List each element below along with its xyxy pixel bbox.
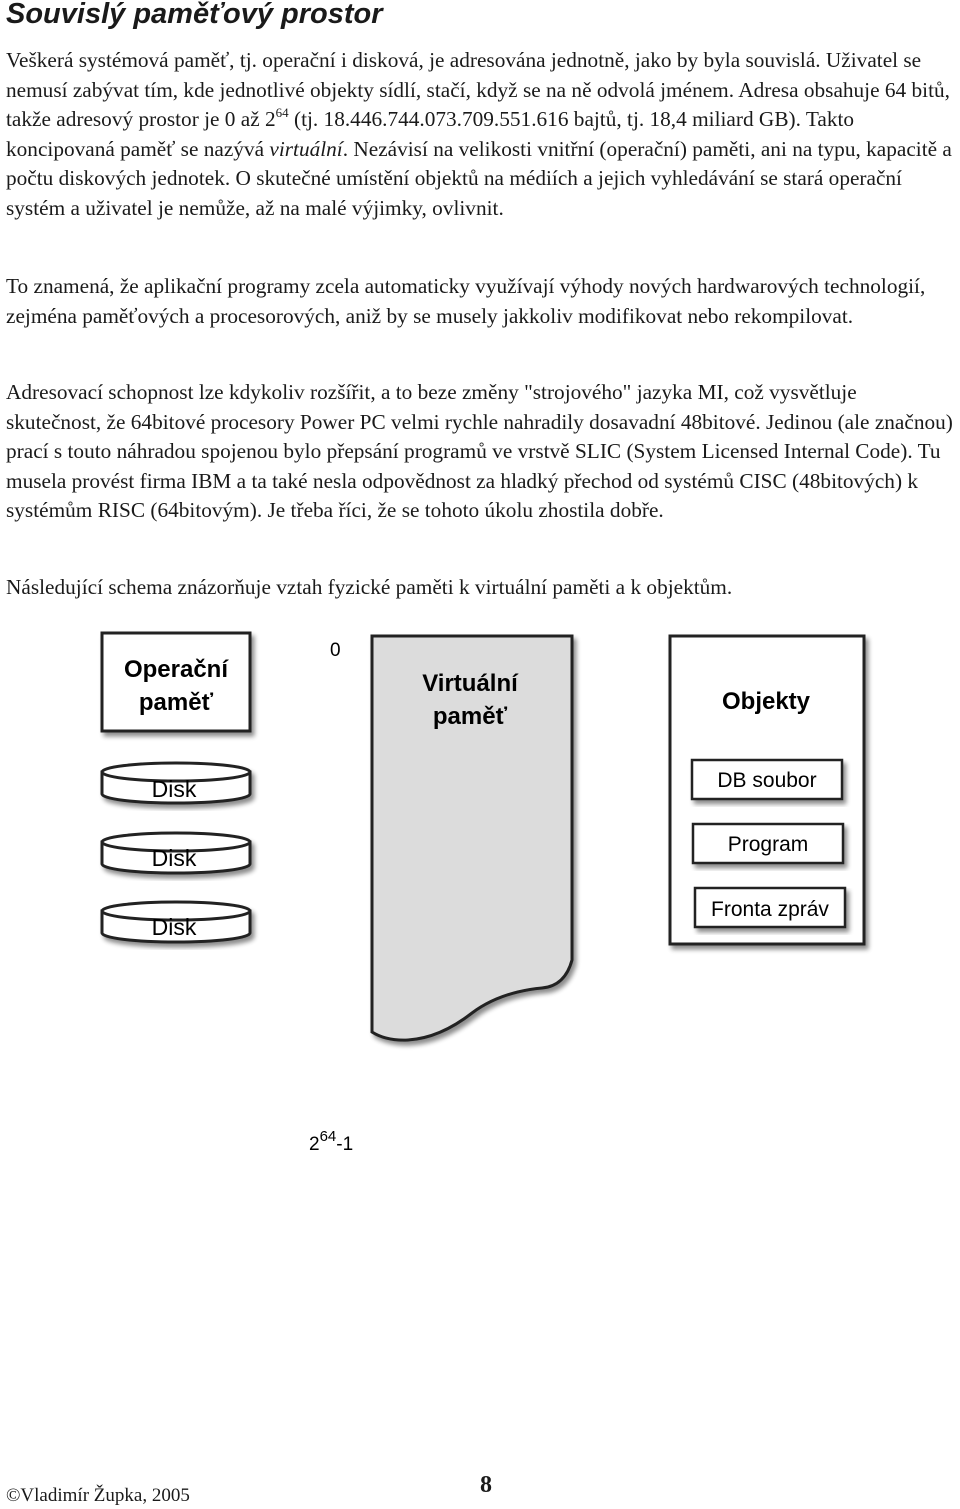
disk-label: Disk: [151, 776, 197, 802]
memory-label-line2: paměť: [138, 689, 214, 716]
paragraph-3: Adresovací schopnost lze kdykoliv rozšířit, a to beze změny "strojového" jazyka MI, což vysvětluje skutečnost, že 64bitové procesory Power PC velmi rychle nahradily dosavadní 48bitové. Jedinou (ale značnou) prací s touto náhradou spojenou bylo přepsání programů ve vrstvě SLIC (System Licensed Internal Code). Tu musela provést firma IBM a ta také nesla odpovědnost za hladký přechod od systémů CISC (48bitových) k systémům RISC (64bitovým). Je třeba říci, že se tohoto úkolu zhostila dobře.: [6, 380, 953, 523]
objects-title: Objekty: [721, 688, 811, 715]
memory-diagram: [0, 620, 960, 1180]
address-end-exponent: 64: [319, 1128, 337, 1145]
disk-1: [102, 763, 250, 803]
address-start: 0: [330, 640, 341, 661]
address-end-suffix: -1: [336, 1134, 354, 1155]
disk-2: [102, 833, 250, 873]
paragraph-2: To znamená, že aplikační programy zcela automaticky využívají výhody nových hardwarových technologií, zejména paměťových a procesorových, aniž by se musely jakkoliv modifikovat nebo rekompilovat.: [6, 274, 926, 328]
objects-box: [670, 636, 864, 944]
paragraph-1-text-a: Veškerá systémová paměť, tj. operační i disková, je adresována jednotně, jako by byla souvislá. Uživatel se nemusí zabývat tím, kde jednotlivé objekty sídlí, stačí, když se na ně odvolá jménem. Adresa obsahuje 64 bitů, takže adresový prostor je 0 až 2: [6, 48, 950, 132]
virtual-label-line1: Virtuální: [422, 670, 518, 697]
page-number: 8: [480, 1472, 492, 1498]
operating-memory-box: [102, 633, 250, 731]
virtual-memory-block: [372, 636, 572, 1040]
copyright: ©Vladimír Župka, 2005: [6, 1485, 190, 1506]
exponent: 64: [275, 105, 289, 121]
paragraph-1-text-c: . Nezávisí na velikosti vnitřní (operační) paměti, ani na typu, kapacitě a počtu diskových jednotek. O skutečné umístění objektů na médiích a jejich vyhledávání se stará operační systém a uživatel je nemůže, až na malé výjimky, ovlivnit.: [6, 136, 952, 220]
memory-label-line1: Operační: [123, 656, 229, 683]
disk-label: Disk: [151, 845, 197, 871]
disk-label: Disk: [151, 914, 197, 940]
term-virtual: virtuální: [269, 136, 343, 161]
object-label: Fronta zpráv: [711, 898, 829, 921]
object-label: DB soubor: [717, 769, 817, 792]
address-end: [309, 1128, 353, 1155]
virtual-label-line2: paměť: [432, 703, 508, 730]
paragraph-4: Následující schema znázorňuje vztah fyzické paměti k virtuální paměti a k objektům.: [6, 575, 733, 599]
disk-3: [102, 902, 250, 942]
object-label: Program: [727, 833, 809, 856]
paragraph-1-text-b: (tj. 18.446.744.073.709.551.616 bajtů, tj. 18,4 miliard GB). Takto koncipovaná paměť se nazývá: [6, 107, 855, 161]
page-title: Souvislý paměťový prostor: [6, 0, 383, 30]
address-end-base: 2: [309, 1134, 320, 1155]
paragraph-1: [6, 46, 956, 224]
